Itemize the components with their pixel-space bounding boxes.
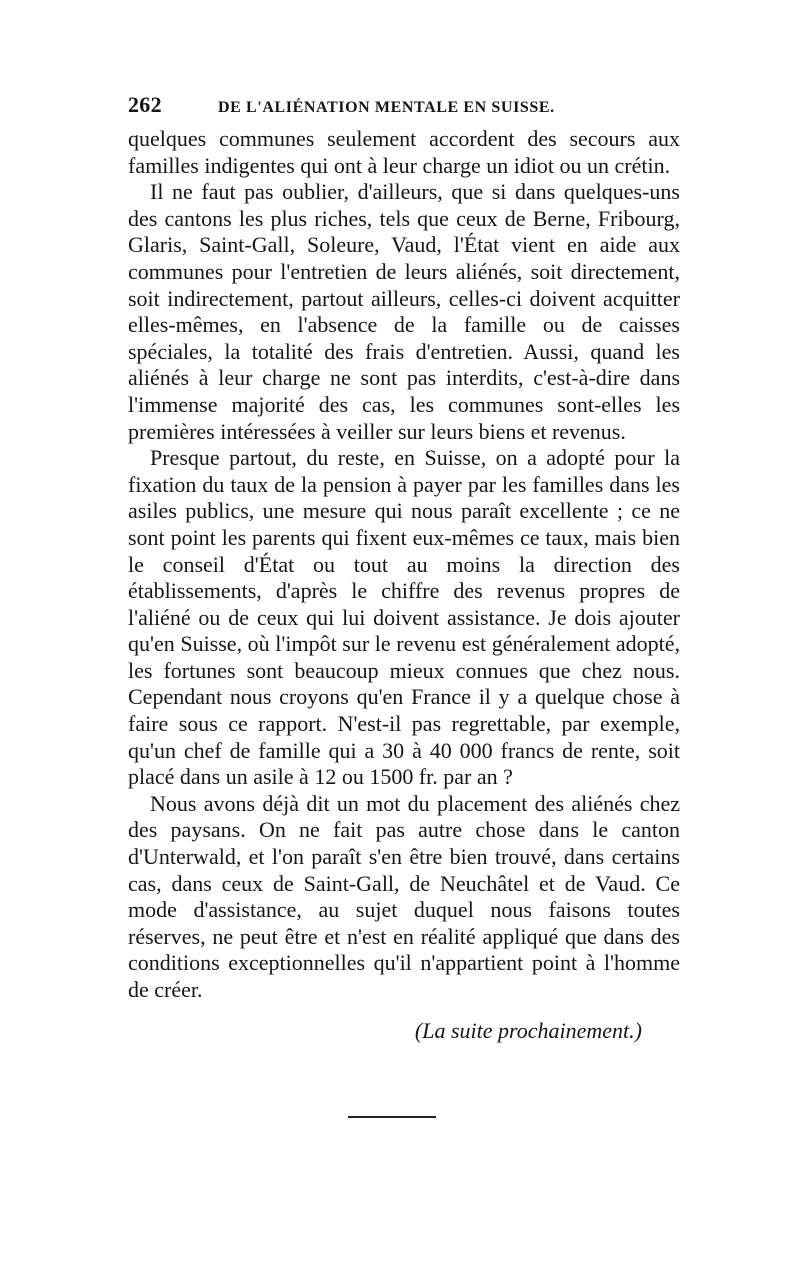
page-number: 262 <box>128 92 162 117</box>
paragraph-4: Nous avons déjà dit un mot du placement des aliénés chez des paysans. On ne fait pas autre chose dans le canton d'Unterwald, et l'on paraît s'en être bien trouvé, dans certains cas, dans ceux de Saint-Gall, de Neuchâtel et de Vaud. Ce mode d'assistance, au sujet duquel nous faisons toutes réserves, ne peut être et n'est en réalité appliqué que dans des conditions exceptionnelles qu'il n'appartient point à l'homme de créer. <box>128 790 680 1002</box>
paragraph-3: Presque partout, du reste, en Suisse, on a adopté pour la fixation du taux de la pension à payer par les familles dans les asiles publics, une mesure qui nous paraît excellente ; ce ne sont point les parents qui fixent eux-mêmes ce taux, mais bien le conseil d'État ou tout au moins la direction des établissements, d'après le chiffre des revenus propres de l'aliéné ou de ceux qui lui doivent assistance. Je dois ajouter qu'en Suisse, où l'impôt sur le revenu est généralement adopté, les fortunes sont beaucoup mieux connues que chez nous. Cependant nous croyons qu'en France il y a quelque chose à faire sous ce rapport. N'est-il pas regrettable, par exemple, qu'un chef de famille qui a 30 à 40 000 francs de rente, soit placé dans un asile à 12 ou 1500 fr. par an ? <box>128 445 680 790</box>
signoff: (La suite prochainement.) <box>414 1017 642 1043</box>
body-text <box>128 126 680 1004</box>
page-header <box>128 92 680 126</box>
book-page <box>128 92 680 1118</box>
paragraph-1: quelques communes seulement accordent des secours aux familles indigentes qui ont à leur charge un idiot ou un crétin. <box>128 126 680 178</box>
running-head: DE L'ALIÉNATION MENTALE EN SUISSE. <box>218 99 555 116</box>
end-rule <box>348 1116 436 1118</box>
paragraph-2: Il ne faut pas oublier, d'ailleurs, que si dans quelques-uns des cantons les plus riches, tels que ceux de Berne, Fribourg, Glaris, Saint-Gall, Soleure, Vaud, l'État vient en aide aux communes pour l'entretien de leurs aliénés, soit directement, soit indirectement, partout ailleurs, celles-ci doivent acquitter elles-mêmes, en l'absence de la famille ou de caisses spéciales, la totalité des frais d'entretien. Aussi, quand les aliénés à leur charge ne sont pas interdits, c'est-à-dire dans l'immense majorité des cas, les communes sont-elles les premières intéressées à veiller sur leurs biens et revenus. <box>128 179 680 444</box>
